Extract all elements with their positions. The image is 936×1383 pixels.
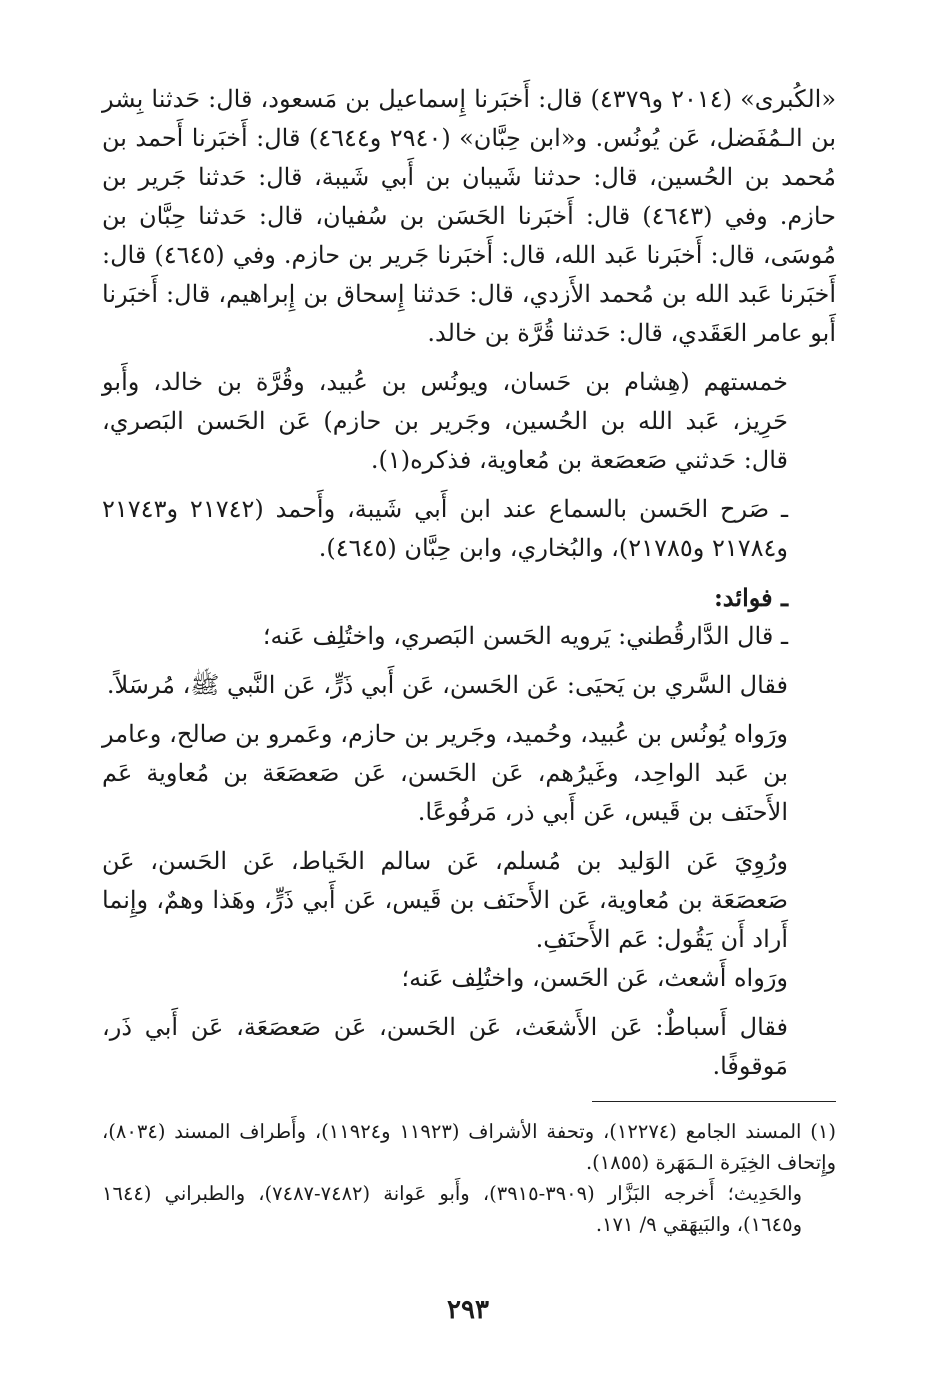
- footnotes: [102, 1116, 836, 1240]
- paragraph-hearing-note: ـ صَرح الحَسن بالسماع عند ابن أَبي شَيبة، وأَحمد (٢١٧٤٢ و٢١٧٤٣ و٢١٧٨٤ و٢١٧٨٥)، والبُخاري، وابن حِبَّان (٤٦٤٥).: [102, 495, 788, 562]
- paragraph-isnad-chains: «الكُبرى» (٢٠١٤ و٤٣٧٩) قال: أَخبَرنا إِسماعيل بن مَسعود، قال: حَدثنا بِشر بن الـمُفَضل، عَن يُونُس. و«ابن حِبَّان» (٢٩٤٠ و٤٦٤٤) قال: أَخبَرنا أَحمد بن مُحمد بن الحُسين، قال: حدثنا شَيبان بن أَبي شَيبة، قال: حَدثنا جَرير بن حازم. وفي (٤٦٤٣) قال: أَخبَرنا الحَسَن بن سُفيان، قال: حَدثنا حِبَّان بن مُوسَى، قال: أَخبَرنا عَبد الله، قال: أَخبَرنا جَرير بن حازم. وفي (٤٦٤٥) قال: أَخبَرنا عَبد الله بن مُحمد الأَزدي، قال: حَدثنا إِسحاق بن إِبراهيم، قال: أَخبَرنا أَبو عامر العَقَدي، قال: حَدثنا قُرَّة بن خالد.: [102, 85, 837, 347]
- heading-benefits: ـ فوائد:: [713, 583, 788, 612]
- paragraph-asbat-mawquf: فقال أَسباطٌ: عَن الأَشعَث، عَن الحَسن، عَن صَعصَعَة، عَن أَبي ذَر، مَوقوفًا.: [102, 1013, 788, 1080]
- paragraph-walid-wahm: ورُوِيَ عَن الوَليد بن مُسلم، عَن سالم الخَياط، عَن الحَسن، عَن صَعصَعَة بن مُعاوية، عَن الأَحنَف بن قَيس، عَن أَبي ذَرٍّ، وهَذا وهمٌ، وإِنما أَراد أَن يَقُول: عَم الأَحنَفِ.: [102, 847, 789, 953]
- paragraph-sari-mursal: فقال السَّري بن يَحيَى: عَن الحَسن، عَن أَبي ذَرٍّ، عَن النَّبي ﷺ، مُرسَلاً.: [106, 671, 788, 699]
- paragraph-ashath: ورَواه أَشعث، عَن الحَسن، واختُلِف عَنه؛: [401, 964, 788, 992]
- footnote-hadith-sources: والحَدِيث؛ أَخرجه البَزَّار (٣٩٠٩-٣٩١٥)، وأَبو عَوانة (٧٤٨٢-٧٤٨٧)، والطبراني (١٦٤٤ و١٦٤٥)، والبَيهَقي ٩/ ١٧١.: [102, 1182, 802, 1236]
- page-number: ٢٩٣: [447, 1295, 489, 1325]
- main-text: [102, 80, 836, 1086]
- paragraph-yunus-marfu: ورَواه يُونُس بن عُبيد، وحُميد، وجَرير بن حازم، وعَمرو بن صالح، وعامر بن عَبد الواحِد، وغَيرُهم، عَن الحَسن، عَن صَعصَعَة بن مُعاوية عَم الأَحنَف بن قَيس، عَن أَبي ذر، مَرفُوعًا.: [102, 720, 788, 826]
- paragraph-daraqutni: ـ قال الدَّارقُطني: يَرويه الحَسن البَصري، واختُلِف عَنه؛: [262, 622, 788, 650]
- footnote-divider: [592, 1101, 836, 1102]
- footnote-1: (١) المسند الجامع (١٢٢٧٤)، وتحفة الأشراف (١١٩٢٣ و١١٩٢٤)، وأَطراف المسند (٨٠٣٤)، وإِتحاف الخِيَرة الـمَهَرة (١٨٥٥).: [102, 1120, 837, 1174]
- paragraph-five-narrators: خمستهم (هِشام بن حَسان، ويونُس بن عُبيد، وقُرَّة بن خالد، وأَبو حَرِيز، عَبد الله بن الحُسين، وجَرير بن حازم) عَن الحَسن البَصري، قال: حَدثني صَعصَعة بن مُعاوية، فذكره(١).: [102, 368, 788, 474]
